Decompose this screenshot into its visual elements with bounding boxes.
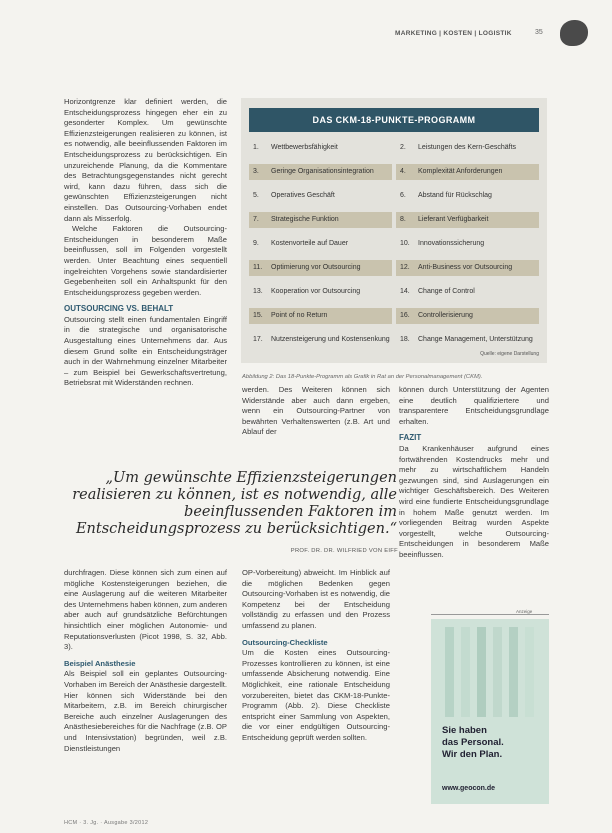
table-cell-label: Lieferant Verfügbarkeit [418,216,489,223]
quote-author: PROF. DR. DR. WILFRIED VON EIFF [290,548,398,554]
ad-url-link[interactable]: www.geocon.de [442,785,496,792]
table-cell [396,236,539,252]
table-cell [396,188,539,204]
section-heading: OUTSOURCING VS. BEHALT [64,304,174,314]
table-cell-label: Optimierung vor Outsourcing [271,264,361,271]
table-cell [249,140,392,156]
figure-caption: Abbildung 2: Das 18-Punkte-Programm als Grafik in Rat an der Personalmanagement (CKM). [242,374,483,380]
table-cell-label: Strategische Funktion [271,216,339,223]
page-number: 35 [535,29,543,36]
table-cell-number: 4. [400,168,406,175]
body-paragraph: Outsourcing stellt einen fundamentalen Eingriff in die strategische und organisatorische Ausgestaltung eines Unternehmens dar. Aus diesem Grund sollte ein Entscheidungsträger auch in der Wahrnehmung einzelner Mitarbeiter – zum Beispiel bei Gewerkschaftsvertretung, Betriebsrat mit Widerständen rechnen. [64,314,227,388]
table-cell-number: 14. [400,288,410,295]
table-cell [249,332,392,348]
table-cell-label: Change of Control [418,288,475,295]
table-cell-number: 13. [253,288,263,295]
running-header: MARKETING | KOSTEN | LOGISTIK [395,30,512,37]
body-paragraph: Als Beispiel soll ein geplantes Outsourcing-Vorhaben im Bereich der Anästhesie dargestellt. Hier können sich Widerstände bei den Mitarbeitern, z.B. im Bereich chirurgischer Bereiche auch einzelner Auslagerungen des Anästhesiebereiches für die Nachfrage (z.B. OP und Intensivstation) begründen, weil z.B. Dienstleistungen [64,669,227,753]
table-cell-label: Controllerisierung [418,312,473,319]
body-paragraph: Um die Kosten eines Outsourcing-Prozesses kontrollieren zu können, ist eine umfassende Absicherung notwendig. Eine Möglichkeit, eine rationale Entscheidung vorzubereiten, bietet das CKM-18-Punkte-Programm (Abb. 2). Diese Checkliste entspricht einer Sammlung von Aspekten, die vor einer endgültigen Outsourcing-Entscheidung geprüft werden sollten. [242,648,390,742]
ad-slogan-line: das Personal. [442,737,504,748]
table-source: Quelle: eigene Darstellung [480,351,539,357]
body-paragraph: können durch Unterstützung der Agenten eine deutlich qualifiziertere und transparentere Entscheidungsgrundlage erhalten. [399,385,549,426]
subsection-heading: Beispiel Anästhesie [64,658,136,668]
table-cell-number: 9. [253,240,259,247]
table-cell-label: Operatives Geschäft [271,192,335,199]
table-cell-label: Nutzensteigerung und Kostensenkung [271,336,390,343]
table-cell-label: Geringe Organisationsintegration [271,168,374,175]
left-column-bottom [64,568,227,754]
table-cell [249,284,392,300]
table-cell-label: Kostenvorteile auf Dauer [271,240,349,247]
table-cell-number: 3. [253,168,259,175]
advertisement[interactable] [431,619,549,804]
table-cell [249,236,392,252]
right-column-top [399,385,549,561]
ad-stripes-graphic [431,619,549,804]
ad-label: Anzeige [516,609,533,614]
table-cell [396,140,539,156]
table-title: DAS CKM-18-PUNKTE-PROGRAMM [249,108,539,132]
table-cell-number: 16. [400,312,410,319]
mid-column-bottom [242,568,390,744]
ad-slogan-line: Wir den Plan. [442,749,503,760]
table-cell-number: 8. [400,216,406,223]
table-cell-number: 17. [253,336,263,343]
table-cell [249,260,392,276]
body-paragraph: durchfragen. Diese können sich zum einen auf mögliche Kostensteigerungen beziehen, die eine Auslagerung auf die weiteren Mitarbeiter des Unternehmens haben können, zum anderen aber auch auf grundsätzliche Befürchtungen hinsichtlich einer möglichen Autonomie- und Reputationsverlusten (Picot 1998, S. 32, Abb. 3). [64,568,227,652]
body-paragraph: OP-Vorbereitung) abweicht. Im Hinblick auf die möglichen Bedenken gegen Outsourcing-Vorhaben ist es notwendig, die Kompetenz bei der Entscheidung vollständig zu erfassen und den Prozess umfassend zu planen. [242,568,390,630]
table-cell-number: 1. [253,144,259,151]
table-cell-label: Point of no Return [271,312,328,319]
table-cell [396,284,539,300]
table-cell [396,260,539,276]
body-paragraph: Horizontgrenze klar definiert werden, die Entscheidungsprozess hingegen eher ein zu gesonderter Komplex. Um gewünschte Effizienzsteigerungen realisieren zu können, ist es notwendig, alle beeinflussenden Faktoren im Entscheidungsprozess zu berücksichtigen. Ein unzureichende Planung, da die Kommentare des Betrachtungsgegenstandes nicht gerecht wird, kann dazu führen, dass sich die gewünschten Effizienzsteigerungen nicht einstellen. Das Outsourcing-Vorhaben endet dann als Misserfolg. [64,97,227,223]
table-cell-label: Innovationssicherung [418,240,485,247]
table-cell-number: 12. [400,264,410,271]
table-cell-label: Abstand für Rückschlag [418,192,492,199]
table-cell-number: 11. [253,264,263,271]
table-cell [396,212,539,228]
table-cell-number: 18. [400,336,410,343]
table-cell-label: Anti-Business vor Outsourcing [418,264,513,271]
table-cell [396,164,539,180]
ad-slogan [442,725,504,761]
table-cell-label: Komplexität Anforderungen [418,168,503,175]
table-cell-label: Kooperation vor Outsourcing [271,288,361,295]
fazit-heading: FAZIT [399,433,422,443]
table-cell-number: 6. [400,192,406,199]
ckm-program-table [241,98,547,363]
table-cell-number: 5. [253,192,259,199]
mid-column-top [242,385,390,438]
left-column-top [64,97,227,389]
subsection-heading: Outsourcing-Checkliste [242,637,328,647]
pull-quote: „Um gewünschte Effizienzsteigerungen realisieren zu können, ist es notwendig, alle beeinflussenden Faktoren im Entscheidungsprozess zu berücksichtigen.“ [72,470,397,537]
table-cell-number: 10. [400,240,410,247]
decorative-blob [560,20,588,46]
table-cell [249,308,392,324]
table-cell-number: 2. [400,144,406,151]
table-cell-number: 7. [253,216,259,223]
page-footer: HCM · 3. Jg. · Ausgabe 3/2012 [64,820,149,826]
body-paragraph: werden. Des Weiteren können sich Widerstände aber auch dann ergeben, wenn ein Outsourcing-Partner von bewährten Verhaltenswerten (z.B. Art und Ablauf der [242,385,390,437]
table-cell [249,164,392,180]
table-cell-label: Wettbewerbsfähigkeit [271,144,338,151]
body-paragraph: Welche Faktoren die Outsourcing-Entscheidungen in besonderem Maße beeinflussen, soll im Folgenden vorgestellt werden. Unter Beachtung eines sequentiell ingelreichten Vorgehens sowie standardisierter Gegebenheiten soll ein Anhaltspunkt für den Entscheidungsprozess gegeben werden. [64,224,227,297]
table-cell [249,212,392,228]
table-cell-number: 15. [253,312,263,319]
table-cell-label: Change Management, Unterstützung [418,336,533,343]
ad-slogan-line: Sie haben [442,725,487,736]
ad-divider [431,614,549,615]
table-cell [396,308,539,324]
table-cell [396,332,539,348]
table-cell [249,188,392,204]
body-paragraph: Da Krankenhäuser aufgrund eines fortwährenden Kostendrucks mehr und mehr zu wirtschaftlichem Handeln gezwungen sind, sind Auslagerungen ein wichtiger Geschäftsbereich. Des Weiteren wird eine fundierte Entscheidungsgrundlage in hohem Maße genutzt werden. Im vorliegenden Beitrag wurden Aspekte vorgestellt, welche Outsourcing-Entscheidungen in besonderem Maße beeinflussen. [399,443,549,559]
table-cell-label: Leistungen des Kern-Geschäfts [418,144,517,151]
